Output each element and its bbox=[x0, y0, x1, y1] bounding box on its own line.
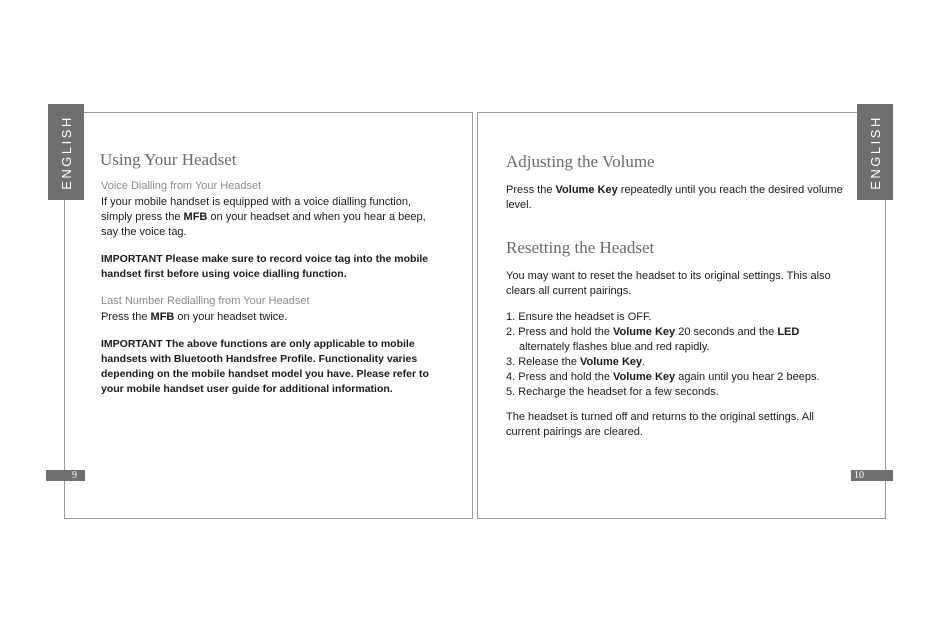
language-tab-label: ENGLISH bbox=[867, 114, 883, 190]
text-span: 4. Press and hold the bbox=[506, 371, 614, 383]
key-name-led: LED bbox=[777, 326, 800, 338]
important-note-voice-tag bbox=[101, 252, 441, 282]
text-line: level. bbox=[506, 199, 532, 211]
step-item bbox=[506, 355, 846, 370]
text-span: on your headset twice. bbox=[174, 311, 288, 323]
voice-dialling-paragraph bbox=[101, 195, 441, 240]
key-name-mfb: MFB bbox=[150, 311, 175, 323]
text-line bbox=[506, 183, 851, 198]
text-span: . bbox=[642, 356, 646, 368]
text-line: clears all current pairings. bbox=[506, 285, 632, 297]
text-span: Press the bbox=[101, 311, 151, 323]
step-item: 1. Ensure the headset is OFF. bbox=[506, 311, 652, 323]
text-span: again until you hear 2 beeps. bbox=[675, 371, 820, 383]
text-line: your mobile handset user guide for additional information. bbox=[101, 383, 393, 395]
key-name-volume: Volume Key bbox=[613, 371, 676, 383]
text-span: 20 seconds and the bbox=[675, 326, 778, 338]
reset-outro-paragraph bbox=[506, 410, 851, 440]
text-line bbox=[101, 210, 441, 225]
step-item bbox=[506, 325, 846, 355]
section-title-using-headset: Using Your Headset bbox=[100, 150, 237, 169]
text-line: If your mobile handset is equipped with a voice dialling function, bbox=[101, 196, 412, 208]
section-title-adjusting-volume: Adjusting the Volume bbox=[506, 152, 655, 171]
step-item: 5. Recharge the headset for a few seconds. bbox=[506, 386, 719, 398]
key-name-mfb: MFB bbox=[183, 211, 208, 223]
text-line: IMPORTANT The above functions are only applicable to mobile bbox=[101, 338, 415, 350]
text-span: on your headset and when you hear a beep, bbox=[207, 211, 426, 223]
text-span: simply press the bbox=[101, 211, 184, 223]
text-line: depending on the mobile handset model you have. Please refer to bbox=[101, 368, 429, 380]
text-line: current pairings are cleared. bbox=[506, 426, 643, 438]
text-line: handset first before using voice dialling function. bbox=[101, 268, 347, 280]
key-name-volume: Volume Key bbox=[580, 356, 643, 368]
reset-steps-list bbox=[506, 310, 846, 400]
step-item bbox=[506, 370, 846, 385]
key-name-volume: Volume Key bbox=[613, 326, 676, 338]
language-tab-right bbox=[857, 104, 893, 200]
text-span: 3. Release the bbox=[506, 356, 580, 368]
text-span: Press the bbox=[506, 184, 556, 196]
text-line: The headset is turned off and returns to the original settings. All bbox=[506, 411, 814, 423]
last-number-paragraph bbox=[101, 310, 441, 325]
language-tab-left bbox=[48, 104, 84, 200]
subtitle-voice-dialling: Voice Dialling from Your Headset bbox=[101, 180, 262, 192]
page-number-right: 10 bbox=[851, 470, 893, 481]
text-line: IMPORTANT Please make sure to record voice tag into the mobile bbox=[101, 253, 429, 265]
text-line: handsets with Bluetooth Handsfree Profile. Functionality varies bbox=[101, 353, 418, 365]
page-number-left: 9 bbox=[46, 470, 85, 481]
text-span: 2. Press and hold the bbox=[506, 326, 614, 338]
text-span: alternately flashes blue and red rapidly. bbox=[519, 341, 710, 353]
key-name-volume: Volume Key bbox=[555, 184, 618, 196]
text-line: You may want to reset the headset to its original settings. This also bbox=[506, 270, 831, 282]
volume-paragraph bbox=[506, 183, 851, 213]
reset-intro-paragraph bbox=[506, 269, 851, 299]
text-line: say the voice tag. bbox=[101, 226, 187, 238]
text-span: repeatedly until you reach the desired volume bbox=[617, 184, 843, 196]
language-tab-label: ENGLISH bbox=[58, 114, 74, 190]
subtitle-last-number-redial: Last Number Redialling from Your Headset bbox=[101, 295, 310, 307]
section-title-resetting-headset: Resetting the Headset bbox=[506, 238, 655, 257]
important-note-handsfree bbox=[101, 337, 446, 397]
